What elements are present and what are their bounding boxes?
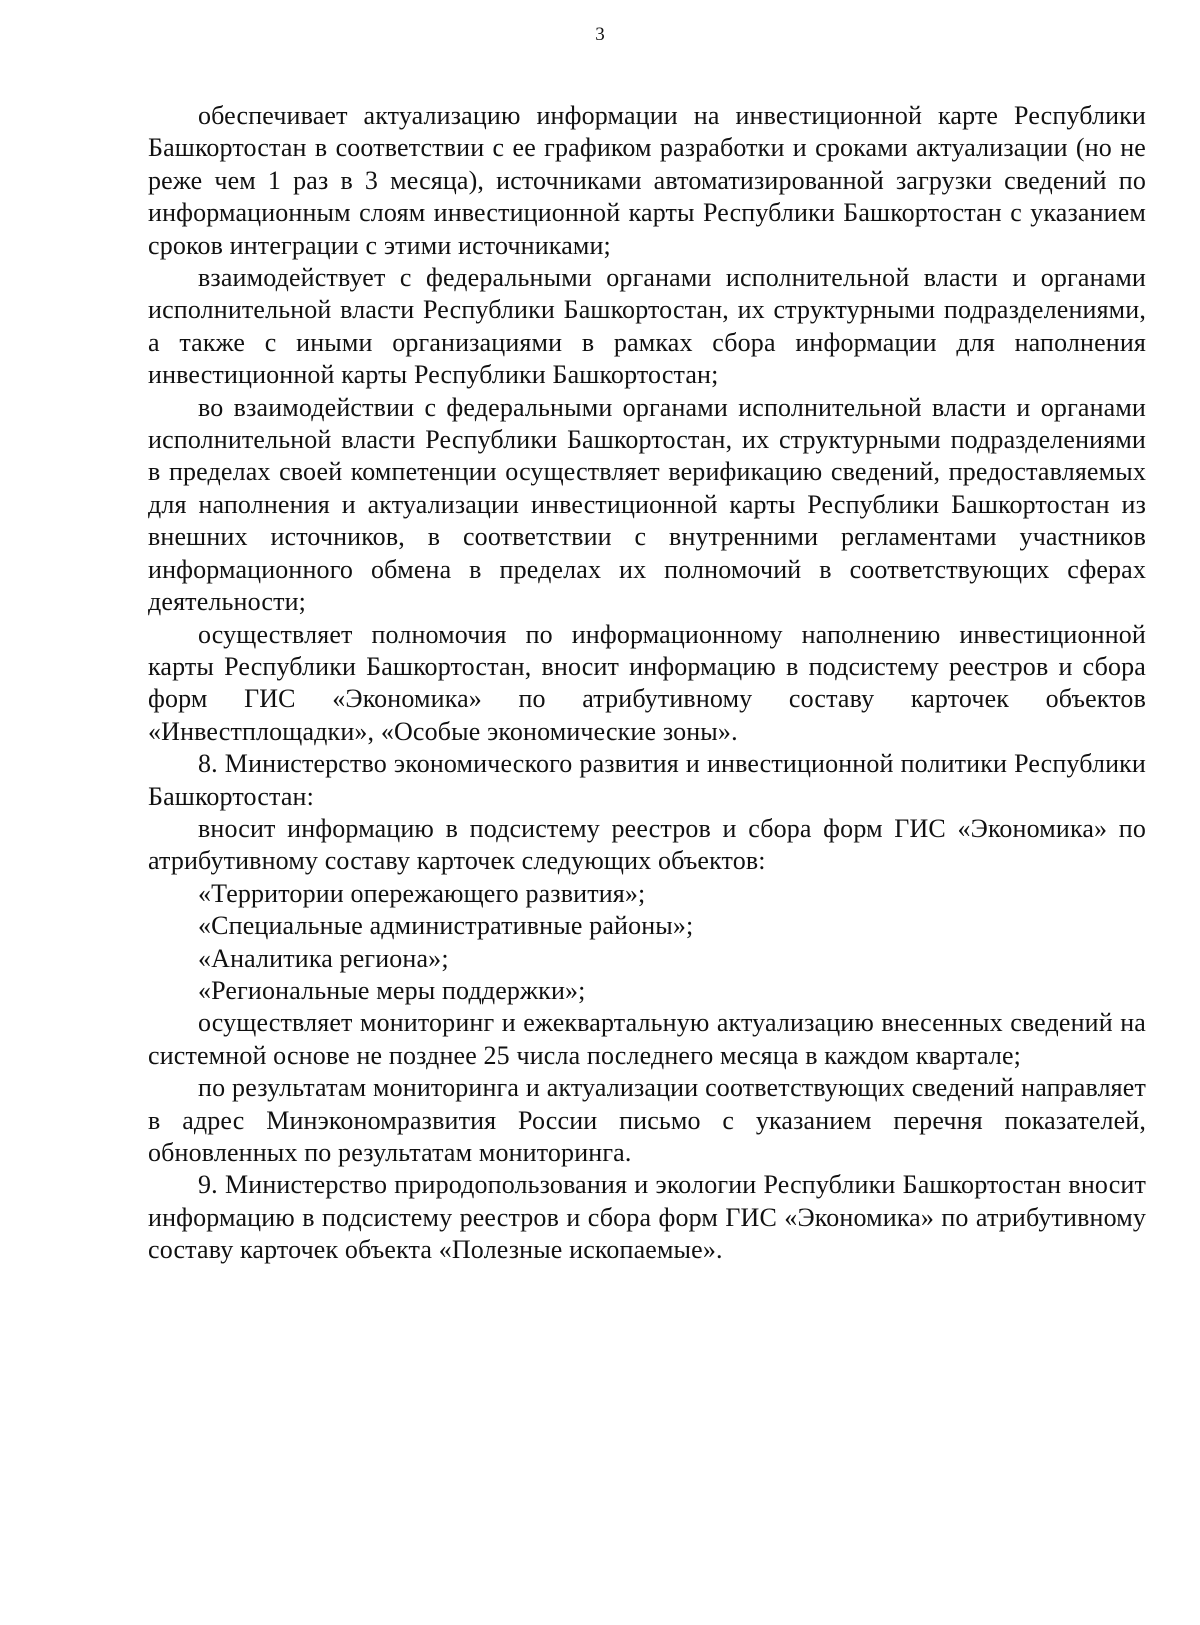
paragraph-item-8: 8. Министерство экономического развития и инвестиционной политики Республики Башкортостан: [148,749,1146,811]
page-number: 3 [595,24,605,45]
list-item-territories: «Территории опережающего развития»; [198,878,646,908]
paragraph-letter: по результатам мониторинга и актуализации соответствующих сведений направляет в адрес Минэкономразвития России письмо с указанием перечня показателей, обновленных по результатам мониторинга. [148,1073,1146,1167]
paragraph-monitoring: осуществляет мониторинг и ежеквартальную актуализацию внесенных сведений на системной основе не позднее 25 числа последнего месяца в каждом квартале; [148,1008,1146,1070]
list-item-support-measures: «Региональные меры поддержки»; [198,975,586,1005]
paragraph-actualization: обеспечивает актуализацию информации на инвестиционной карте Республики Башкортостан в соответствии с ее графиком разработки и сроками актуализации (но не реже чем 1 раз в 3 месяца), источниками автоматизированной загрузки сведений по информационным слоям инвестиционной карты Республики Башкортостан с указанием сроков интеграции с этими источниками; [148,101,1146,260]
paragraph-item-9: 9. Министерство природопользования и экологии Республики Башкортостан вносит информацию в подсистему реестров и сбора форм ГИС «Экономика» по атрибутивному составу карточек объекта «Полезные ископаемые». [148,1170,1146,1265]
paragraph-verification: во взаимодействии с федеральными органами исполнительной власти и органами исполнительной власти Республики Башкортостан, их структурными подразделениями в пределах своей компетенции осуществляет верификацию сведений, предоставляемых для наполнения и актуализации инвестиционной карты Республики Башкортостан из внешних источников, в соответствии с внутренними регламентами участников информационного обмена в пределах их полномочий в соответствующих сферах деятельности; [148,392,1146,617]
list-item-special-districts: «Специальные административные районы»; [198,911,694,941]
paragraph-powers: осуществляет полномочия по информационному наполнению инвестиционной карты Республики Башкортостан, вносит информацию в подсистему реестров и сбора форм ГИС «Экономика» по атрибутивному составу карточек объектов «Инвестплощадки», «Особые экономические зоны». [148,619,1146,746]
document-body [148,100,1146,1267]
paragraph-submits-info: вносит информацию в подсистему реестров и сбора форм ГИС «Экономика» по атрибутивному составу карточек следующих объектов: [148,813,1146,876]
paragraph-interaction: взаимодействует с федеральными органами исполнительной власти и органами исполнительной власти Республики Башкортостан, их структурными подразделениями, а также с иными организациями в рамках сбора информации для наполнения инвестиционной карты Республики Башкортостан; [148,263,1146,390]
list-item-region-analytics: «Аналитика региона»; [198,943,449,973]
